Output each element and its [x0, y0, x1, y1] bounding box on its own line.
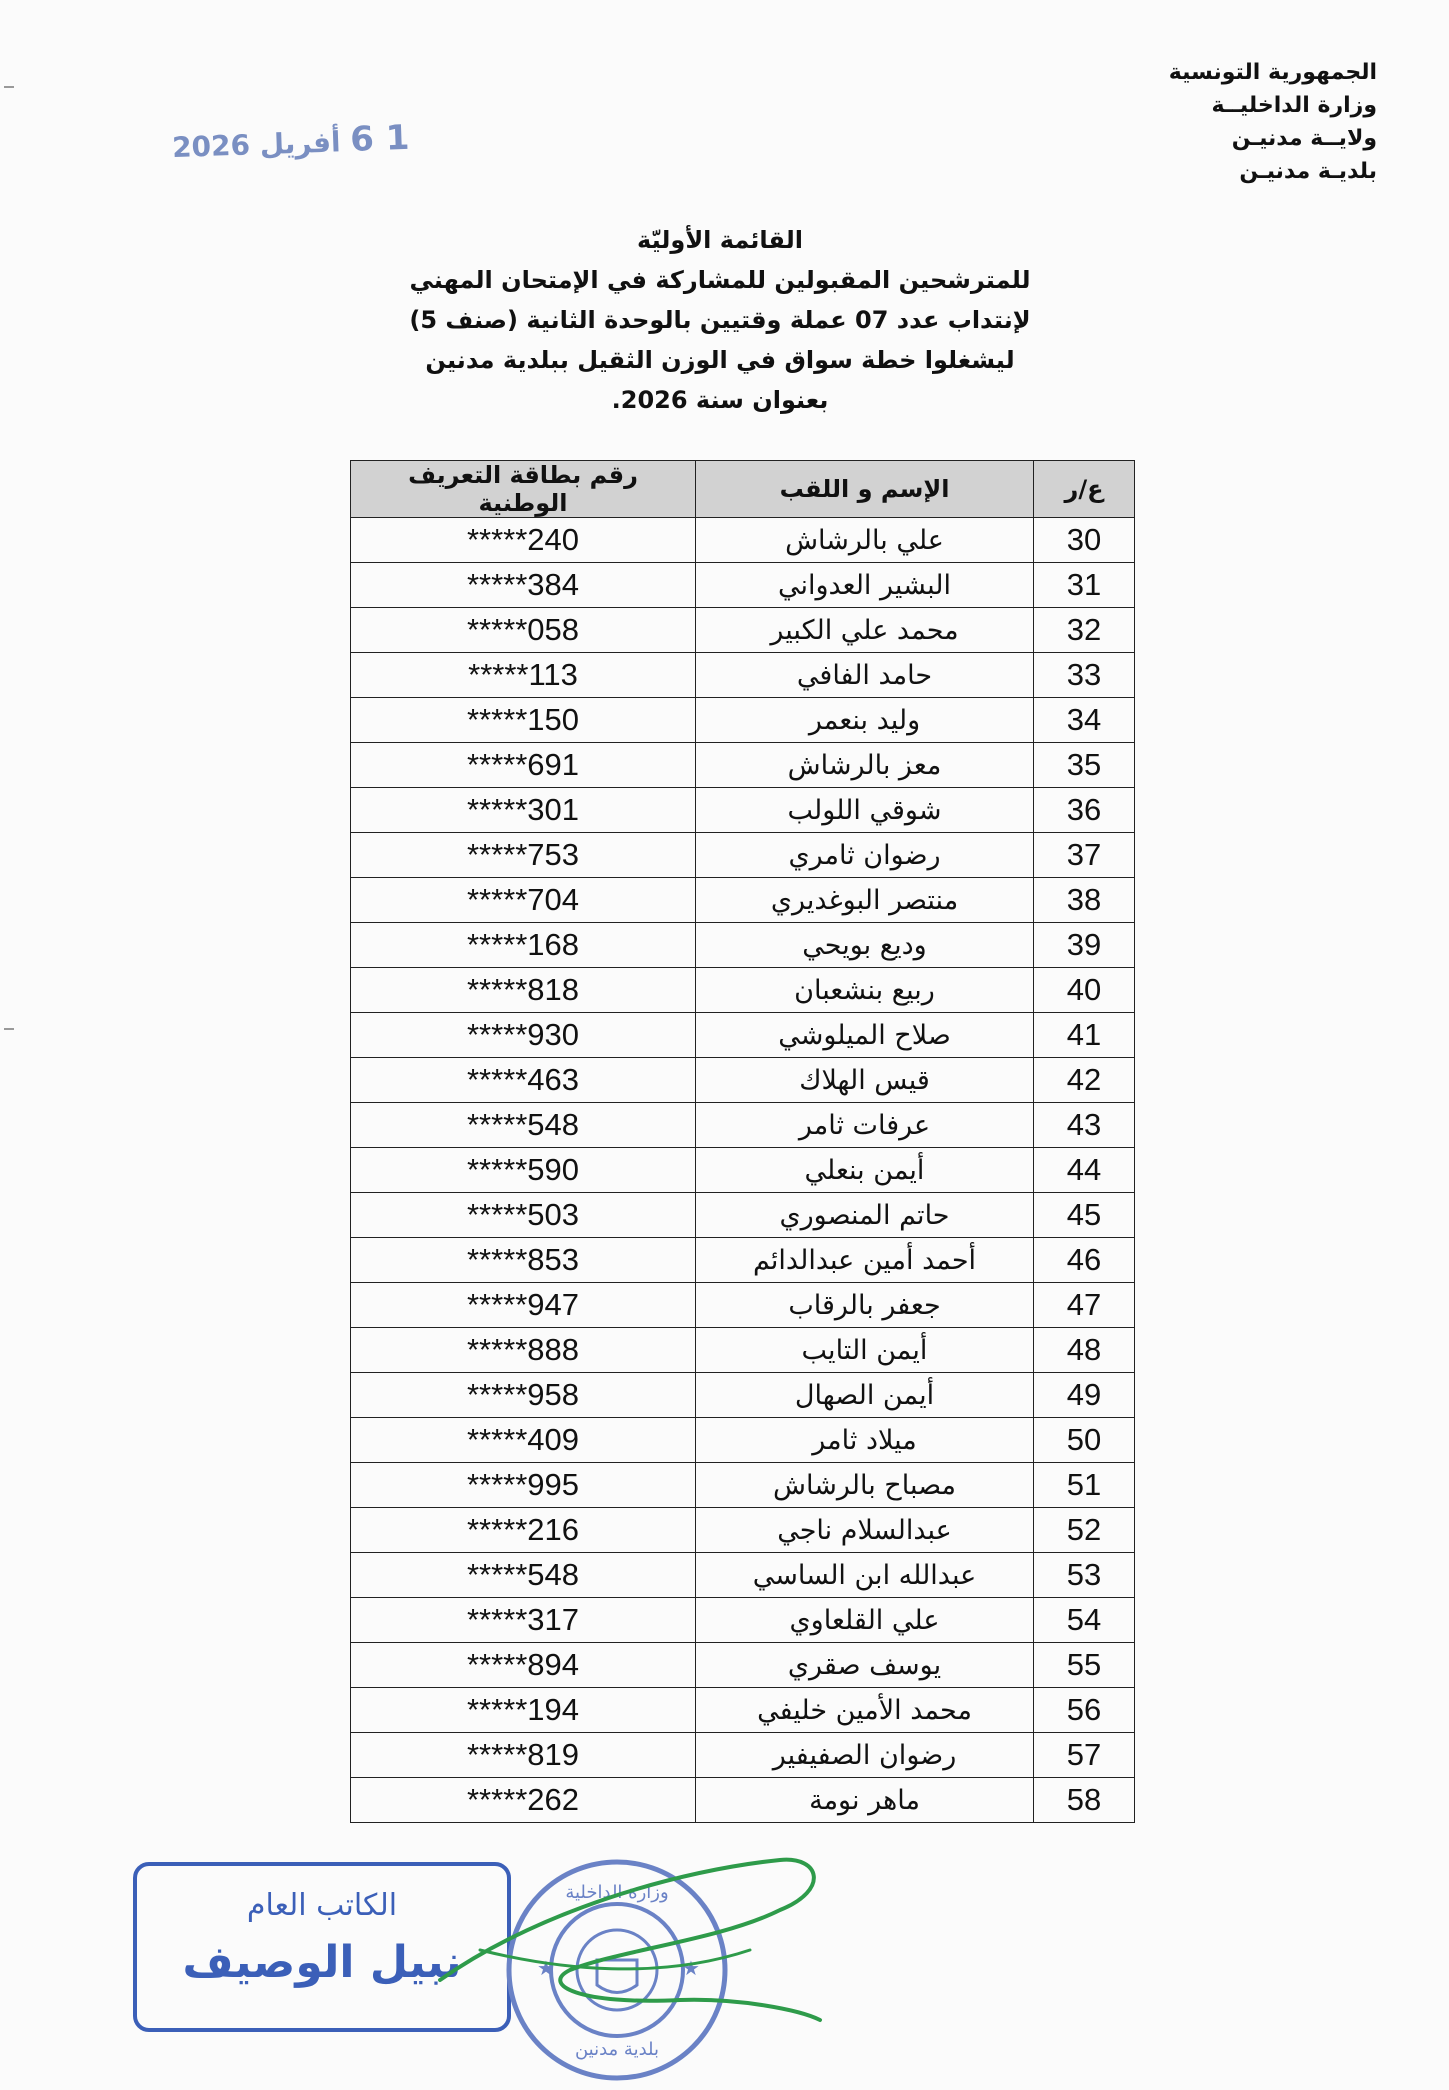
row-name: وليد بنعمر [696, 698, 1034, 743]
row-number: 48 [1034, 1328, 1135, 1373]
row-id-card: *****958 [351, 1373, 696, 1418]
table-row [351, 1643, 1135, 1688]
table-row [351, 1688, 1135, 1733]
row-name: محمد الأمين خليفي [696, 1688, 1034, 1733]
date-stamp [171, 118, 410, 166]
row-number: 53 [1034, 1553, 1135, 1598]
row-number: 56 [1034, 1688, 1135, 1733]
candidates-table [350, 460, 1135, 1823]
row-number: 37 [1034, 833, 1135, 878]
row-id-card: *****691 [351, 743, 696, 788]
row-id-card: *****753 [351, 833, 696, 878]
row-id-card: *****819 [351, 1733, 696, 1778]
row-number: 35 [1034, 743, 1135, 788]
row-id-card: *****301 [351, 788, 696, 833]
row-number: 30 [1034, 518, 1135, 563]
table-row [351, 923, 1135, 968]
row-name: عبدالسلام ناجي [696, 1508, 1034, 1553]
letterhead-line: ولايــة مدنيـن [1231, 126, 1377, 151]
date-stamp-day: 1 6 [349, 117, 411, 160]
row-number: 54 [1034, 1598, 1135, 1643]
stamp-name: نبيل الوصيف [182, 1937, 462, 1988]
row-name: حامد الفافي [696, 653, 1034, 698]
scan-edge-mark [4, 86, 14, 88]
row-name: ربيع بنشعبان [696, 968, 1034, 1013]
row-name: شوقي اللولب [696, 788, 1034, 833]
table-row [351, 653, 1135, 698]
title-line: للمترشحين المقبولين للمشاركة في الإمتحان المهني [409, 266, 1031, 294]
table-row [351, 743, 1135, 788]
row-name: مصباح بالرشاش [696, 1463, 1034, 1508]
title-line: القائمة الأوليّة [637, 226, 803, 254]
date-stamp-year: 2026 [171, 128, 251, 165]
row-name: وديع بويحي [696, 923, 1034, 968]
table-row [351, 833, 1135, 878]
row-id-card: *****113 [351, 653, 696, 698]
row-name: محمد علي الكبير [696, 608, 1034, 653]
row-number: 55 [1034, 1643, 1135, 1688]
header-id-card: رقم بطاقة التعريف الوطنية [351, 461, 696, 518]
row-id-card: *****384 [351, 563, 696, 608]
letterhead-line: الجمهورية التونسية [1168, 60, 1377, 85]
row-name: يوسف صقري [696, 1643, 1034, 1688]
letterhead [1169, 56, 1377, 188]
row-name: علي القلعاوي [696, 1598, 1034, 1643]
row-id-card: *****853 [351, 1238, 696, 1283]
row-number: 42 [1034, 1058, 1135, 1103]
table-row [351, 968, 1135, 1013]
row-number: 50 [1034, 1418, 1135, 1463]
row-number: 52 [1034, 1508, 1135, 1553]
table-row [351, 1733, 1135, 1778]
row-id-card: *****995 [351, 1463, 696, 1508]
row-number: 40 [1034, 968, 1135, 1013]
row-number: 45 [1034, 1193, 1135, 1238]
row-name: جعفر بالرقاب [696, 1283, 1034, 1328]
row-name: صلاح الميلوشي [696, 1013, 1034, 1058]
header-number: ع/ر [1034, 461, 1135, 518]
table-row [351, 563, 1135, 608]
row-id-card: *****409 [351, 1418, 696, 1463]
row-name: أيمن بنعلي [696, 1148, 1034, 1193]
row-id-card: *****888 [351, 1328, 696, 1373]
row-id-card: *****194 [351, 1688, 696, 1733]
table-row [351, 1013, 1135, 1058]
svg-text:★: ★ [537, 1956, 555, 1980]
row-name: حاتم المنصوري [696, 1193, 1034, 1238]
table-row [351, 1463, 1135, 1508]
row-id-card: *****947 [351, 1283, 696, 1328]
letterhead-line: بلديـة مدنيـن [1239, 159, 1377, 184]
row-number: 58 [1034, 1778, 1135, 1823]
row-name: أيمن التايب [696, 1328, 1034, 1373]
letterhead-line: وزارة الداخليــة [1211, 93, 1377, 118]
table-row [351, 608, 1135, 653]
title-line: لإنتداب عدد 07 عملة وقتيين بالوحدة الثانية (صنف 5) [409, 306, 1031, 334]
date-stamp-month: أفريل [259, 125, 342, 162]
table-row [351, 698, 1135, 743]
row-name: عبدالله ابن الساسي [696, 1553, 1034, 1598]
table-row [351, 1058, 1135, 1103]
row-number: 31 [1034, 563, 1135, 608]
title-line: بعنوان سنة 2026. [611, 386, 829, 414]
table-row [351, 1193, 1135, 1238]
handwritten-signature [420, 1830, 840, 2030]
row-number: 32 [1034, 608, 1135, 653]
row-number: 51 [1034, 1463, 1135, 1508]
row-id-card: *****240 [351, 518, 696, 563]
row-id-card: *****704 [351, 878, 696, 923]
row-id-card: *****548 [351, 1103, 696, 1148]
row-number: 33 [1034, 653, 1135, 698]
row-number: 47 [1034, 1283, 1135, 1328]
row-number: 41 [1034, 1013, 1135, 1058]
table-row [351, 1238, 1135, 1283]
row-id-card: *****463 [351, 1058, 696, 1103]
row-number: 57 [1034, 1733, 1135, 1778]
table-row [351, 1778, 1135, 1823]
table-row [351, 518, 1135, 563]
row-number: 49 [1034, 1373, 1135, 1418]
svg-text:★: ★ [682, 1956, 700, 1980]
table-row [351, 878, 1135, 923]
row-name: البشير العدواني [696, 563, 1034, 608]
row-id-card: *****262 [351, 1778, 696, 1823]
row-name: أحمد أمين عبدالدائم [696, 1238, 1034, 1283]
row-number: 39 [1034, 923, 1135, 968]
row-name: معز بالرشاش [696, 743, 1034, 788]
table-row [351, 1598, 1135, 1643]
row-name: منتصر البوغديري [696, 878, 1034, 923]
row-name: قيس الهلاك [696, 1058, 1034, 1103]
row-id-card: *****894 [351, 1643, 696, 1688]
row-name: رضوان الصفيفير [696, 1733, 1034, 1778]
row-number: 34 [1034, 698, 1135, 743]
table-row [351, 1328, 1135, 1373]
document-title [330, 220, 1110, 420]
row-name: ميلاد ثامر [696, 1418, 1034, 1463]
row-number: 44 [1034, 1148, 1135, 1193]
row-id-card: *****503 [351, 1193, 696, 1238]
row-name: رضوان ثامري [696, 833, 1034, 878]
table-row [351, 1418, 1135, 1463]
table-row [351, 1553, 1135, 1598]
svg-text:وزارة الداخلية: وزارة الداخلية [565, 1882, 669, 1903]
stamp-role: الكاتب العام [246, 1888, 398, 1923]
table-header-row [351, 461, 1135, 518]
title-line: ليشغلوا خطة سواق في الوزن الثقيل ببلدية مدنين [425, 346, 1015, 374]
row-id-card: *****058 [351, 608, 696, 653]
row-name: علي بالرشاش [696, 518, 1034, 563]
row-name: ماهر نومة [696, 1778, 1034, 1823]
header-name: الإسم و اللقب [696, 461, 1034, 518]
table-row [351, 1103, 1135, 1148]
table-row [351, 1373, 1135, 1418]
row-number: 46 [1034, 1238, 1135, 1283]
row-id-card: *****168 [351, 923, 696, 968]
row-id-card: *****930 [351, 1013, 696, 1058]
table-row [351, 1508, 1135, 1553]
row-name: أيمن الصهال [696, 1373, 1034, 1418]
row-id-card: *****548 [351, 1553, 696, 1598]
svg-text:بلدية مدنين: بلدية مدنين [574, 2039, 660, 2060]
row-id-card: *****317 [351, 1598, 696, 1643]
scan-edge-mark [4, 1028, 14, 1030]
table-row [351, 788, 1135, 833]
row-number: 36 [1034, 788, 1135, 833]
table-row [351, 1283, 1135, 1328]
row-number: 43 [1034, 1103, 1135, 1148]
row-id-card: *****590 [351, 1148, 696, 1193]
row-number: 38 [1034, 878, 1135, 923]
row-id-card: *****216 [351, 1508, 696, 1553]
row-id-card: *****150 [351, 698, 696, 743]
row-id-card: *****818 [351, 968, 696, 1013]
table-row [351, 1148, 1135, 1193]
row-name: عرفات ثامر [696, 1103, 1034, 1148]
